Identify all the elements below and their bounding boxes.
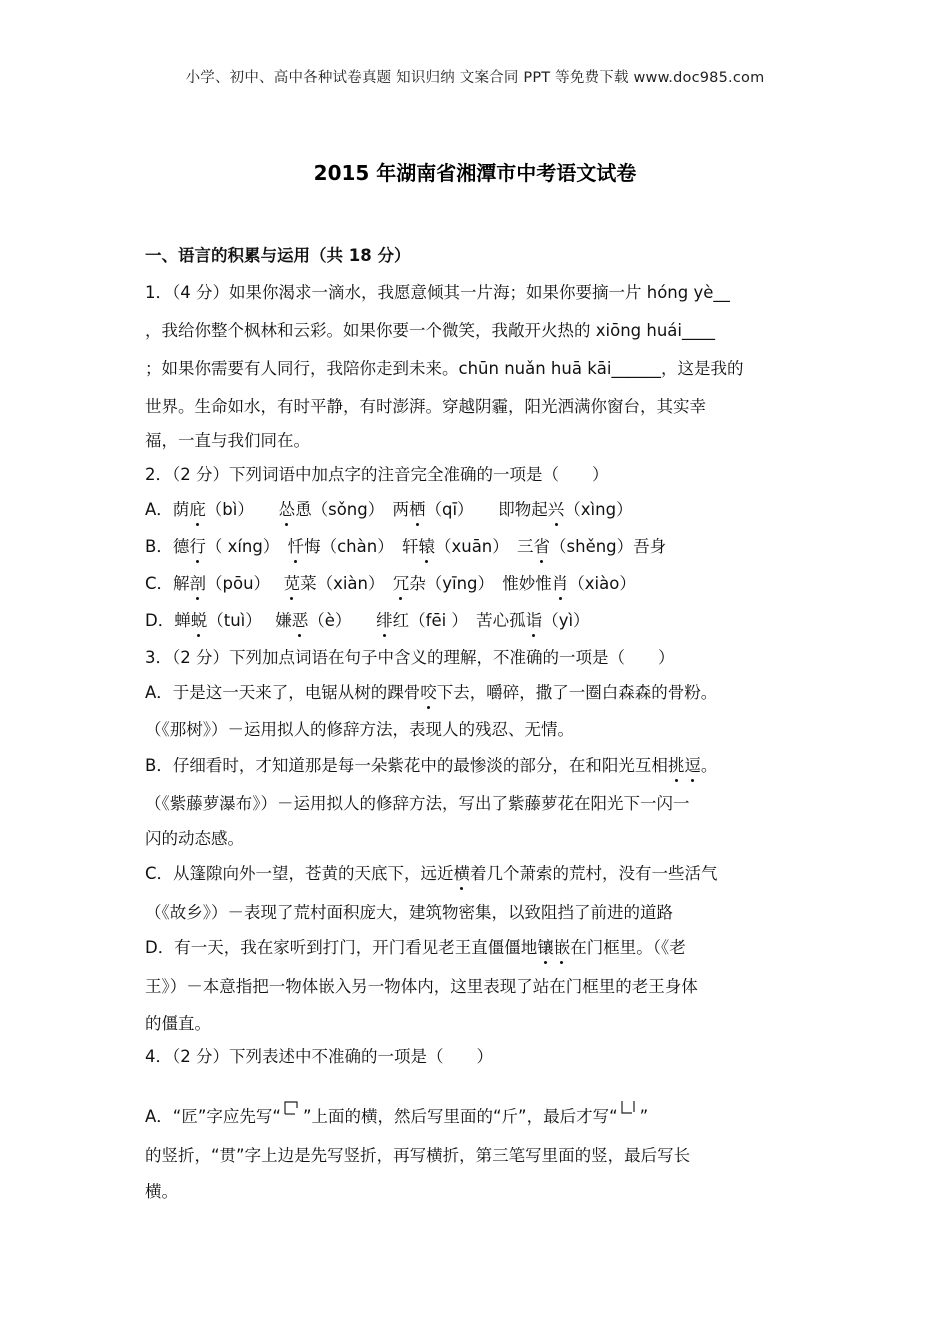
dotted-char: 逗	[684, 756, 701, 775]
option-text: （tuì） 嫌	[207, 611, 292, 630]
dotted-char: 横	[453, 864, 471, 883]
q3-option-d-line-1	[145, 937, 815, 959]
dotted-char: 兴	[547, 500, 565, 519]
option-text: （bì）	[205, 500, 279, 519]
q3-option-d-line-2: 王》）－本意指把一物体嵌入另一物体内，这里表现了站在门框里的老王身体	[145, 977, 698, 996]
dotted-char: 挑	[667, 756, 685, 775]
option-text: C．解	[145, 574, 190, 593]
dotted-char: 怂	[278, 500, 296, 519]
dotted-char: 冗	[392, 574, 410, 593]
q3-option-a-line-2: （《那树》）－运用拟人的修辞方法，表现人的残忍、无情。	[145, 720, 574, 739]
q1-line-4: 世界。生命如水，有时平静，有时澎湃。穿越阴霾，阳光洒满你窗台，其实幸	[145, 397, 706, 416]
dotted-char: 忏	[287, 537, 305, 556]
dotted-char: 栖	[408, 500, 426, 519]
q4-option-a-line-3: 横。	[145, 1182, 178, 1201]
q1-line-1: 1．（4 分）如果你渴求一滴水，我愿意倾其一片海；如果你要摘一片 hóng yè__	[145, 283, 730, 302]
option-text: A．“匠”字应先写“	[145, 1107, 281, 1126]
dotted-char: 咬	[420, 683, 437, 702]
dotted-char: 肖	[551, 574, 569, 593]
page-header: 小学、初中、高中各种试卷真题 知识归纳 文案合同 PPT 等免费下载 www.doc985.com	[185, 70, 765, 86]
q4-option-a-line-1	[145, 1098, 815, 1128]
option-text: （ xíng）	[205, 537, 288, 556]
section-heading: 一、语言的积累与运用（共 18 分）	[145, 246, 411, 265]
option-text: 悔（chàn） 轩	[304, 537, 419, 556]
dotted-char: 恶	[291, 611, 309, 630]
option-text: （xuān） 三	[434, 537, 534, 556]
option-text: 红（fēi ） 苦心孤	[392, 611, 526, 630]
q3-option-c-line-2: （《故乡》）－表现了荒村面积庞大，建筑物密集，以致阻挡了前进的道路	[145, 903, 673, 922]
dotted-char: 辕	[418, 537, 435, 556]
dotted-char: 绯	[376, 611, 393, 630]
option-text: （shěng）吾身	[550, 537, 667, 556]
q3-stem: 3．（2 分）下列加点词语在句子中含义的理解，不准确的一项是（ ）	[145, 648, 675, 667]
q4-option-a-line-2: 的竖折，“贯”字上边是先写竖折，再写横折，第三笔写里面的竖，最后写长	[145, 1146, 691, 1165]
option-text: B．德	[145, 537, 190, 556]
dotted-char: 庇	[189, 500, 206, 519]
q1-line-5: 福，一直与我们同在。	[145, 431, 310, 450]
option-text: D．有一天，我在家听到打门，开门看见老王直僵僵地	[145, 938, 538, 957]
option-text: （qī） 即物起	[425, 500, 548, 519]
option-text: （yì）	[542, 611, 590, 630]
q2-option-b	[145, 536, 815, 558]
q3-option-d-line-3: 的僵直。	[145, 1014, 211, 1033]
q1-line-2: ，我给你整个枫林和云彩。如果你要一个微笑，我敞开火热的 xiōng huái____	[145, 321, 715, 340]
dotted-char: 诣	[525, 611, 543, 630]
q4-stem: 4．（2 分）下列表述中不准确的一项是（ ）	[145, 1047, 493, 1066]
q2-option-a	[145, 499, 815, 521]
option-text: D．蝉	[145, 611, 191, 630]
dotted-char: 蜕	[190, 611, 208, 630]
q3-option-a-line-1	[145, 682, 815, 704]
q2-option-c	[145, 573, 815, 595]
option-text: C．从篷隙向外一望，苍黄的天底下，远近	[145, 864, 454, 883]
q2-stem: 2．（2 分）下列词语中加点字的注音完全准确的一项是（ ）	[145, 465, 609, 484]
dotted-char: 苋	[283, 574, 301, 593]
option-text: 杂（yīng） 惟妙惟	[409, 574, 552, 593]
option-text: 在门框里。（《老	[570, 938, 686, 957]
option-text: 。	[700, 756, 718, 775]
option-text: （xìng）	[564, 500, 633, 519]
option-text: A．荫	[145, 500, 190, 519]
q1-line-3: ；如果你需要有人同行，我陪你走到未来。chūn nuǎn huā kāi______，这是我的	[145, 359, 744, 378]
option-text: （è）	[308, 611, 377, 630]
option-text: （xiào）	[568, 574, 636, 593]
dotted-char: 剖	[189, 574, 207, 593]
option-text: A．于是这一天来了，电锯从树的踝骨	[145, 683, 421, 702]
q3-option-b-line-2: （《紫藤萝瀑布》）－运用拟人的修辞方法，写出了紫藤萝花在阳光下一闪一	[145, 794, 690, 813]
q3-option-c-line-1	[145, 863, 815, 885]
q3-option-b-line-1	[145, 755, 815, 777]
q2-option-d	[145, 610, 815, 632]
option-text: （pōu）	[206, 574, 284, 593]
dotted-char: 行	[189, 537, 206, 556]
option-text: 下去，嚼碎，撒了一圈白森森的骨粉。	[436, 683, 718, 702]
q3-option-b-line-3: 闪的动态感。	[145, 829, 244, 848]
option-text: ”上面的横，然后写里面的“斤”，最后才写“	[302, 1107, 618, 1126]
dotted-char: 省	[533, 537, 551, 556]
stroke-shuzhe-icon	[620, 1098, 638, 1124]
page-title: 2015 年湖南省湘潭市中考语文试卷	[313, 161, 637, 185]
dotted-char: 嵌	[553, 938, 571, 957]
option-text: 菜（xiàn）	[300, 574, 393, 593]
dotted-char: 镶	[537, 938, 554, 957]
option-text: ”	[639, 1107, 649, 1126]
option-text: 恿（sǒng） 两	[295, 500, 409, 519]
option-text: 着几个萧索的荒村，没有一些活气	[470, 864, 718, 883]
stroke-hengzhe-icon	[283, 1098, 301, 1124]
option-text: B．仔细看时，才知道那是每一朵紫花中的最惨淡的部分，在和阳光互相	[145, 756, 668, 775]
